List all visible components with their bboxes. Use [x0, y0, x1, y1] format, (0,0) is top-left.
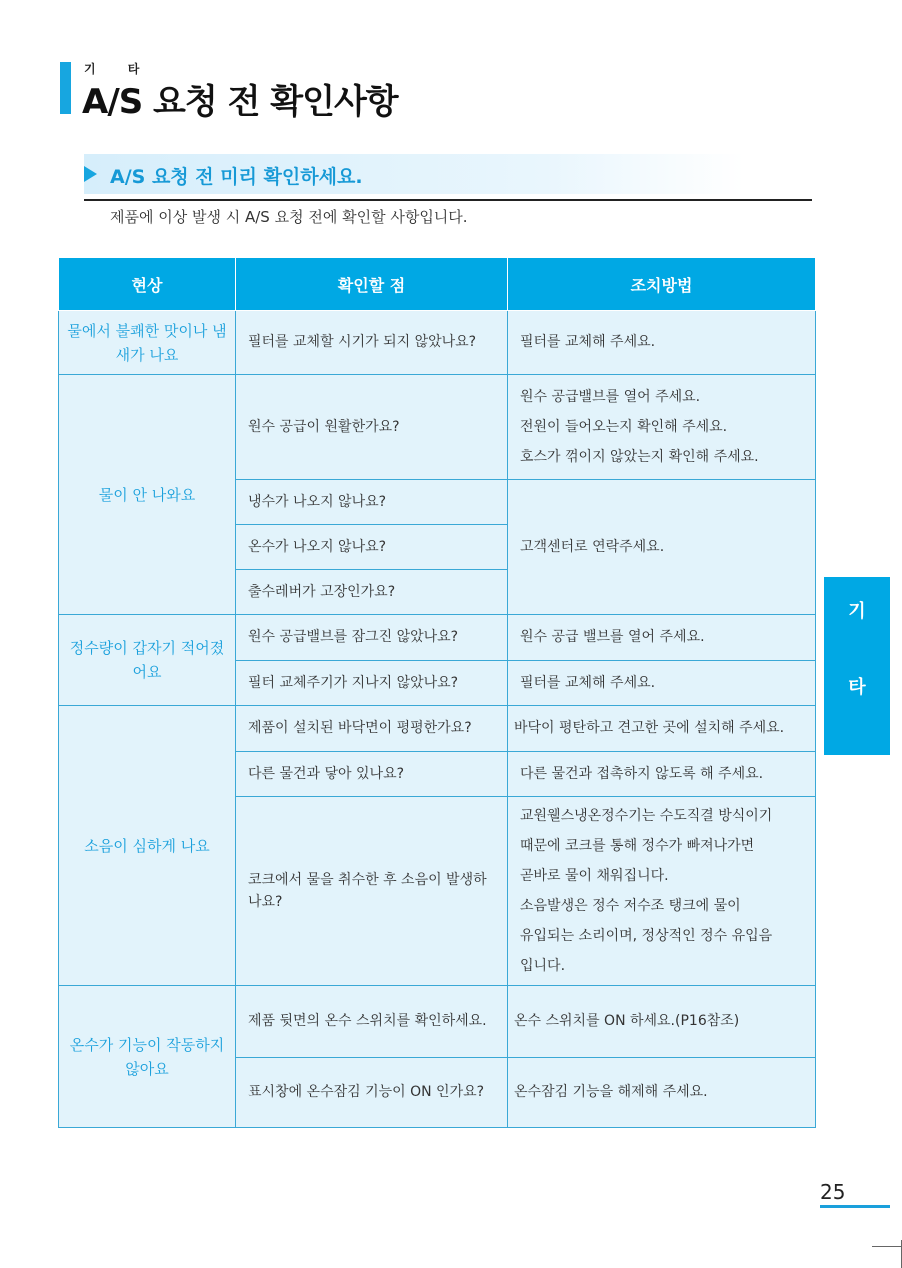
intro-text: 제품에 이상 발생 시 A/S 요청 전에 확인할 사항입니다. [110, 208, 468, 226]
check-cell: 출수레버가 고장인가요? [236, 570, 508, 615]
page-number-underline [820, 1205, 890, 1208]
header-action: 조치방법 [508, 258, 816, 311]
symptom-cell: 물이 안 나와요 [59, 375, 236, 615]
section-heading: A/S 요청 전 미리 확인하세요. [110, 166, 363, 188]
action-line: 교원웰스냉온정수기는 수도직결 방식이기 [520, 808, 773, 824]
action-cell: 온수잠김 기능을 해제해 주세요. [508, 1058, 816, 1128]
check-cell: 필터를 교체할 시기가 되지 않았나요? [236, 311, 508, 375]
table-row [59, 706, 816, 752]
header-symptom: 현상 [59, 258, 236, 311]
action-line: 입니다. [520, 958, 566, 974]
title-accent-bar [60, 62, 71, 114]
action-cell: 필터를 교체해 주세요. [508, 311, 816, 375]
action-line: 전원이 들어오는지 확인해 주세요. [520, 419, 728, 435]
action-line: 곧바로 물이 채워집니다. [520, 868, 669, 884]
check-cell: 필터 교체주기가 지나지 않았나요? [236, 661, 508, 706]
action-line: 호스가 꺾이지 않았는지 확인해 주세요. [520, 449, 759, 465]
action-cell: 온수 스위치를 ON 하세요.(P16참조) [508, 986, 816, 1058]
chapter-side-tab [824, 577, 890, 755]
action-cell [508, 797, 816, 986]
symptom-cell: 물에서 불쾌한 맛이나 냄새가 나요 [59, 311, 236, 375]
symptom-cell: 온수가 기능이 작동하지 않아요 [59, 986, 236, 1128]
action-line: 원수 공급밸브를 열어 주세요. [520, 389, 701, 405]
table-row [59, 311, 816, 375]
action-cell: 필터를 교체해 주세요. [508, 661, 816, 706]
check-cell: 코크에서 물을 취수한 후 소음이 발생하나요? [236, 797, 508, 986]
section-divider [84, 199, 812, 201]
action-cell: 바닥이 평탄하고 견고한 곳에 설치해 주세요. [508, 706, 816, 752]
page-title: A/S 요청 전 확인사항 [82, 82, 398, 122]
table-row [59, 986, 816, 1058]
section-category: 기 타 [84, 62, 154, 76]
troubleshooting-table [58, 257, 816, 1128]
check-cell: 원수 공급이 원활한가요? [236, 375, 508, 480]
action-cell: 원수 공급 밸브를 열어 주세요. [508, 615, 816, 661]
check-cell: 온수가 나오지 않나요? [236, 525, 508, 570]
table-header-row [59, 258, 816, 311]
table-row [59, 375, 816, 480]
triangle-arrow-icon [84, 166, 97, 182]
action-cell [508, 375, 816, 480]
action-cell: 고객센터로 연락주세요. [508, 480, 816, 615]
side-tab-char: 타 [848, 677, 866, 698]
side-tab-char: 기 [848, 601, 866, 622]
check-cell: 제품 뒷면의 온수 스위치를 확인하세요. [236, 986, 508, 1058]
action-line: 유입되는 소리이며, 정상적인 정수 유입음 [520, 928, 773, 944]
section-heading-band [84, 154, 744, 194]
check-cell: 원수 공급밸브를 잠그진 않았나요? [236, 615, 508, 661]
page-number: 25 [820, 1180, 846, 1204]
symptom-cell: 소음이 심하게 나요 [59, 706, 236, 986]
check-cell: 표시창에 온수잠김 기능이 ON 인가요? [236, 1058, 508, 1128]
action-line: 소음발생은 정수 저수조 탱크에 물이 [520, 898, 741, 914]
check-cell: 제품이 설치된 바닥면이 평평한가요? [236, 706, 508, 752]
check-cell: 다른 물건과 닿아 있나요? [236, 752, 508, 797]
check-cell: 냉수가 나오지 않나요? [236, 480, 508, 525]
header-check: 확인할 점 [236, 258, 508, 311]
symptom-cell: 정수량이 갑자기 적어졌어요 [59, 615, 236, 706]
table-row [59, 615, 816, 661]
action-cell: 다른 물건과 접촉하지 않도록 해 주세요. [508, 752, 816, 797]
action-line: 때문에 코크를 통해 정수가 빠져나가면 [520, 838, 755, 854]
crop-mark [872, 1246, 902, 1247]
